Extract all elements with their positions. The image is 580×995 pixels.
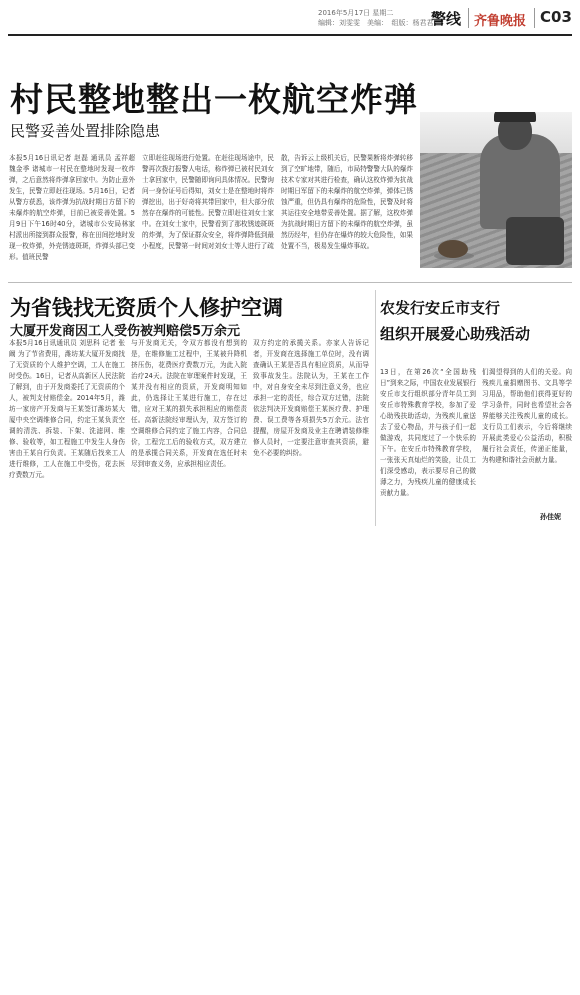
story3-headline-line1: 农发行安丘市支行	[380, 299, 501, 317]
story1-headline: 村民整地整出一枚航空炸弹	[10, 80, 418, 119]
story3-headline-line2: 组织开展爱心助残活动	[380, 325, 531, 343]
story3-column-1: 13日，在第26次“全国助残日”到来之际，中国农业发展银行安丘市支行组织部分青年员工到安丘市特殊教育学校，参加了爱心助残扶助活动，为残疾儿童送去了爱心物品，并与孩子们一起做游戏，共同度过了一个快乐的下午。在安丘市特殊教育学校，一张张天真灿烂的笑脸，让员工们深受感动，表示要尽自己的微薄之力，为残疾儿童的健康成长贡献力量。	[380, 368, 476, 497]
story2-column-2: 与开发商无关，令双方都没有想到的是，在维修施工过程中，王某被升降机挤压伤，花费医疗费数万元，为此入院治疗24天。法院在审理案件时发现，王某并没有相应的资质，开发商明知如此，仍选择让王某进行施工，存在过错，应对王某的损失承担相应的赔偿责任。高新法院经审理认为，双方签订的空调维修合同约定了施工内容，合同总价，工程完工后的验收方式，双方建立的是承揽合同关系，开发商在选任时未尽到审查义务，应承担相应责任。	[131, 339, 247, 468]
header-weekday: 星期二	[372, 9, 394, 17]
brand-logo: 齐鲁晚报	[474, 14, 527, 29]
section-divider	[8, 282, 572, 283]
story1-column-2: 立即赶往现场进行处置。在赶往现场途中，民警再次拨打报警人电话，称炸弹已被村民刘女士拿回家中，民警随即询问具体情况。民警询问一身份证号后得知，刘女士是在整地时将炸弹挖出，出于好奇将其带回家中，但大部分依然存在爆炸的可能性。民警立即赶往刘女士家中。在刘女士家中，民警看到了那枚锈迹斑斑的炸弹，为了保证群众安全，将炸弹降低到最小程度，民警第一时间对刘女士等人进行了疏	[142, 154, 274, 250]
story1-photo	[420, 112, 572, 268]
column-divider	[375, 290, 376, 526]
story1-column-3: 散，告诉云上级机关后，民警果断将炸弹转移到了空旷地带，随后，市局特警警大队的爆炸技术专家对其进行检查，确认这枚炸弹为抗战时期日军留下的未爆炸的航空炸弹，弹体已锈蚀严重，但仍具有爆炸的危险性，民警及时将其运往安全地带妥善处置。据了解，这枚炸弹为抗战时期日方留下的未爆炸的航空炸弹，虽然历经年，但仍存在爆炸的较大危险性，如果处置不当，极易发生爆炸事故。	[281, 154, 413, 250]
header-divider	[534, 8, 535, 28]
header-editors: 编辑：刘雯雯 美编： 组版：杨君君	[318, 19, 434, 27]
header-section: 警线	[431, 10, 462, 28]
story1-column-1: 本报5月16日讯记者 赵磊 通讯员 孟祥超 魏金季 诸城市一村民在整地时发现一枚炸弹，之后意然将炸弹拿回家中。为防止意外发生，民警立即赶往现场。5月16日，记者从警方获悉，该炸弹为抗战时期日方留下的未爆炸的航空炸弹，目前已被妥善处置。5月9日下午16时40分，诸城市公安局林家村派出所接到群众报警，称在田间挖地时发现一枚炸弹，外壳锈迹斑斑，炸弹头部已变形。值班民警	[9, 154, 135, 261]
header-date-line	[318, 9, 393, 18]
header-rule	[8, 34, 572, 36]
page-number: C03	[540, 8, 572, 26]
story2-subhead: 大厦开发商因工人受伤被判赔偿5万余元	[10, 324, 241, 339]
story2-column-1: 本报5月16日讯通讯员 刘思科 记者 张阚 为了节省费用，潍坊某大厦开发商找了无资质的个人维护空调，工人在施工时受伤。16日，记者从高新区人民法院了解到，由于开发商委托了无资质的个人，被判支付赔偿金。2014年5月，潍坊一家房产开发商与王某签订潍坊某大厦中央空调维修合同，约定王某负责空调的清洗、拆装、下架、洗滤网、维修、验收等，如工程施工中发生人身伤害由王某自行负责。王某随后找来工人进行维修，工人在施工中受伤，花去医疗费数万元。	[9, 339, 125, 479]
story3-byline: 孙佳妮	[540, 513, 561, 521]
bomb-shell-icon	[438, 240, 468, 258]
story3-column-2: 们渴望得到的人们的关爱。向残疾儿童捐赠图书、文具等学习用品，帮助他们获得更好的学习条件，同时也希望社会各界能够关注残疾儿童的成长。支行员工们表示，今后将继续开展此类爱心公益活动，积极履行社会责任，传递正能量，为构建和谐社会贡献力量。	[482, 368, 572, 464]
story1-subhead: 民警妥善处置排除隐患	[10, 122, 161, 140]
story2-column-3: 双方约定的承揽关系。亦家人告诉记者，开发商在选择施工单位时，没有调查确认王某是否具有相应资质，从而导致事故发生。法院认为，王某在工作中，对自身安全未尽到注意义务，也应承担一定的责任，综合双方过错，法院依法判决开发商赔偿王某医疗费、护理费、误工费等各项损失5万余元。法官提醒，房屋开发商及业主在聘请装修维修人员时，一定要注意审查其资质，避免不必要的纠纷。	[253, 339, 369, 457]
header-date: 2016年5月17日	[318, 9, 371, 17]
header-divider	[468, 8, 469, 28]
story2-headline: 为省钱找无资质个人修护空调	[10, 296, 283, 320]
